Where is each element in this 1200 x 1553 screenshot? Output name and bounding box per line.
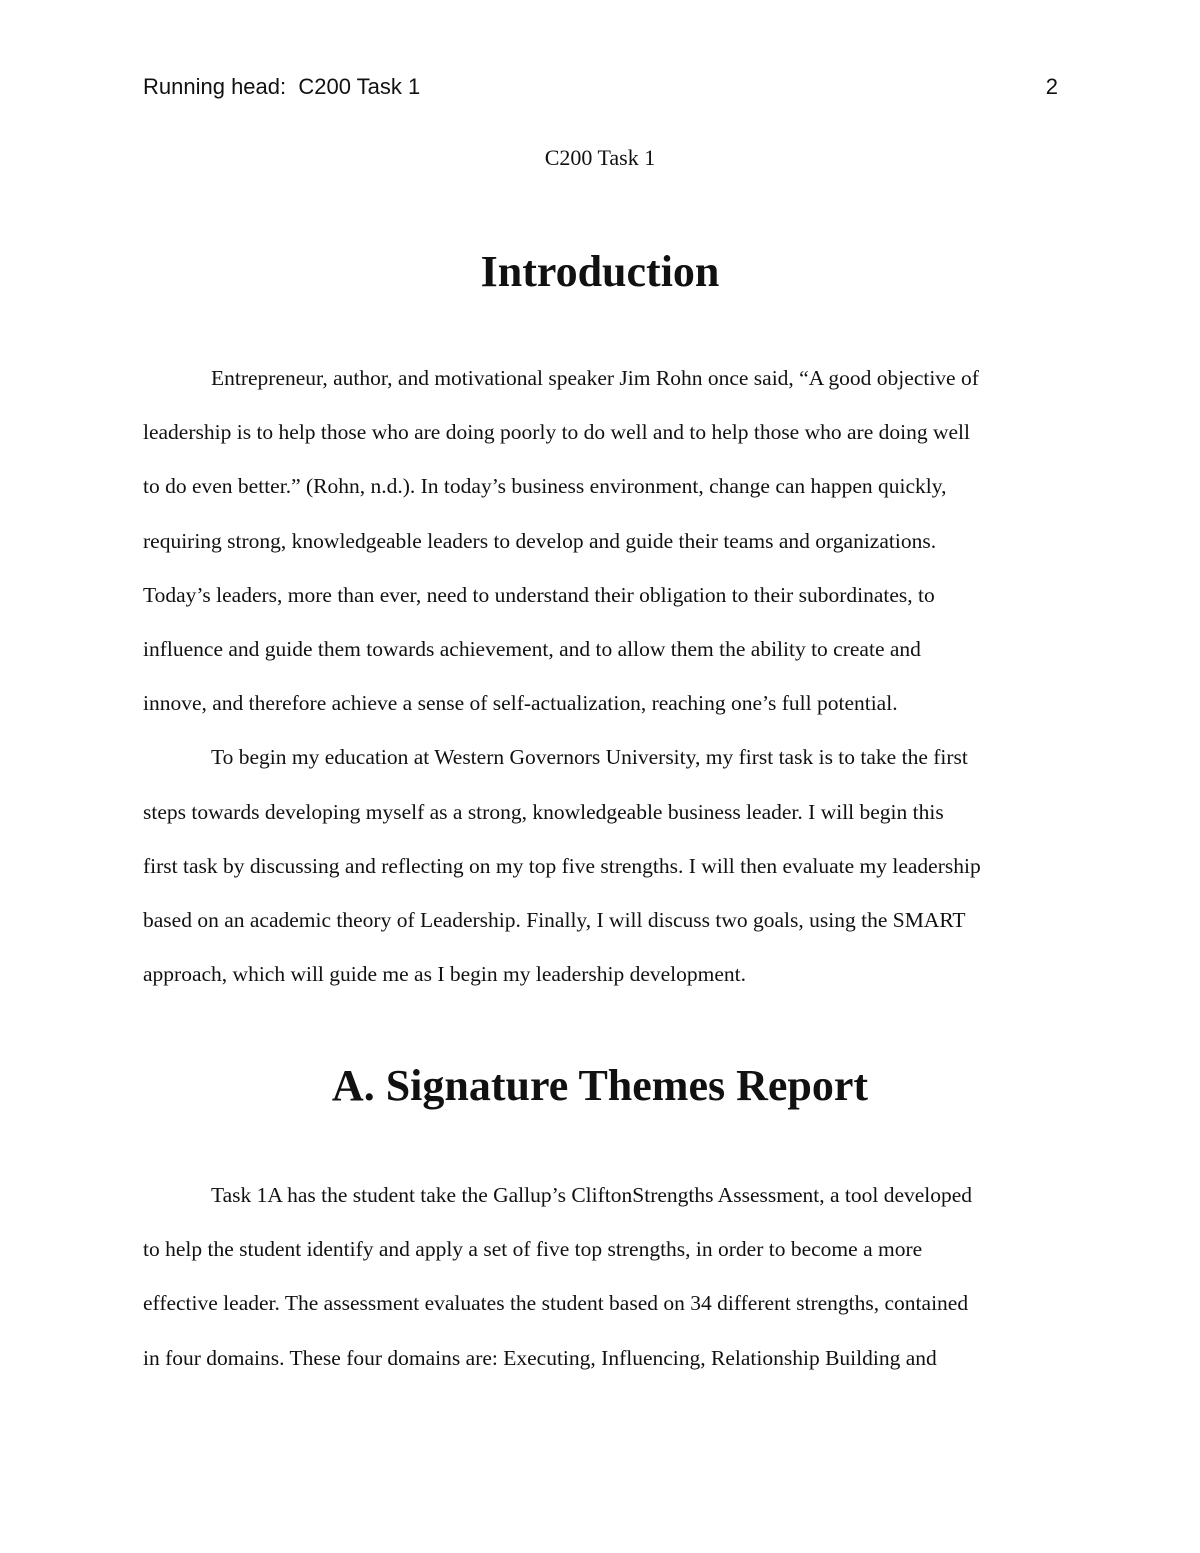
paragraph-line: based on an academic theory of Leadership. Finally, I will discuss two goals, using the SMART [143,907,966,932]
paragraph-line: effective leader. The assessment evaluates the student based on 34 different strengths, contained [143,1291,969,1316]
section-heading-signature-themes: A. Signature Themes Report [331,1061,869,1110]
paragraph-line: approach, which will guide me as I begin my leadership development. [143,962,747,987]
paragraph-line: Entrepreneur, author, and motivational speaker Jim Rohn once said, “A good objective of [211,366,979,390]
paragraph-line: Today’s leaders, more than ever, need to understand their obligation to their subordinates, to [143,582,935,607]
paragraph-line: To begin my education at Western Governors University, my first task is to take the first [211,745,968,770]
running-head: Running head: C200 Task 1 [143,74,421,99]
paragraph-line: requiring strong, knowledgeable leaders to develop and guide their teams and organizations. [143,528,937,553]
paragraph-line: influence and guide them towards achievement, and to allow them the ability to create and [143,636,921,661]
paragraph-line: first task by discussing and reflecting on my top five strengths. I will then evaluate my leadership [143,853,981,878]
signature-themes-body [143,1180,1063,1397]
paragraph-line: in four domains. These four domains are: Executing, Influencing, Relationship Building and [143,1345,937,1370]
paragraph-line: to do even better.” (Rohn, n.d.). In today’s business environment, change can happen quickly, [143,474,947,499]
section-heading-introduction: Introduction [480,247,720,296]
introduction-body [143,363,1063,1013]
document-title: C200 Task 1 [544,145,656,170]
paragraph-line: Task 1A has the student take the Gallup’s CliftonStrengths Assessment, a tool developed [211,1183,973,1207]
paragraph-line: leadership is to help those who are doing poorly to do well and to help those who are doing well [143,420,970,445]
paragraph-line: steps towards developing myself as a strong, knowledgeable business leader. I will begin this [143,799,944,824]
paragraph-line: innove, and therefore achieve a sense of self-actualization, reaching one’s full potential. [143,691,898,716]
paragraph-line: to help the student identify and apply a set of five top strengths, in order to become a more [143,1237,923,1262]
page-number: 2 [1045,74,1058,99]
